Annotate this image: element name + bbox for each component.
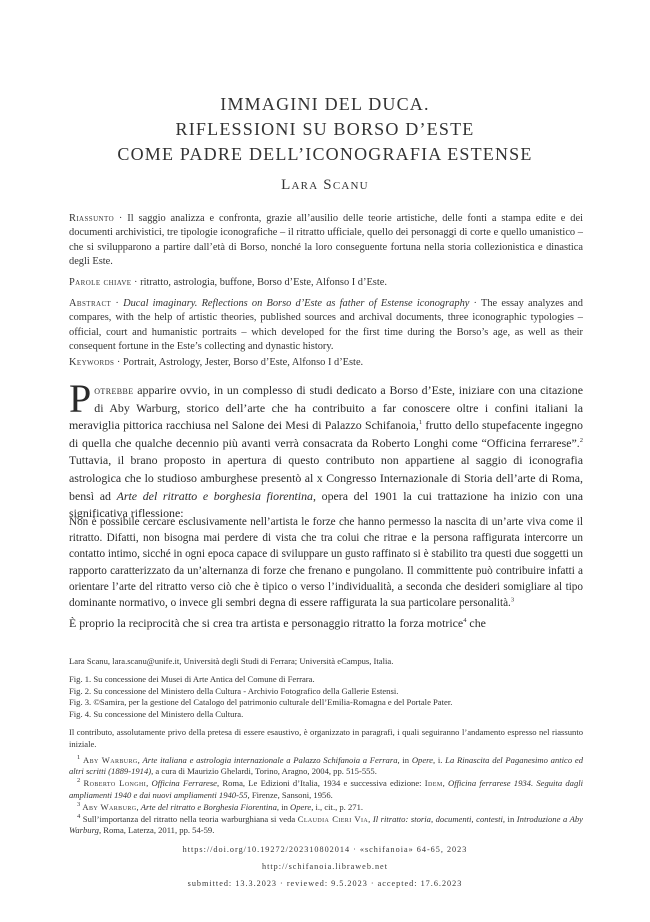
footnote-text: , i. bbox=[433, 754, 446, 765]
figure-credit-1: Fig. 1. Su concessione dei Musei di Arte Antica del Comune di Ferrara. bbox=[69, 673, 315, 684]
footnote-title: Arte italiana e astrologia internazionale a Palazzo Schifanoia a Ferrara bbox=[142, 754, 398, 765]
parole-chiave-block bbox=[69, 276, 583, 290]
figure-credit-2: Fig. 2. Su concessione del Ministero della Cultura - Archivio Fotografico della Gallerie Estensi. bbox=[69, 685, 399, 696]
footnote-title: Il ritratto: storia, documenti, contesti bbox=[372, 813, 503, 824]
footnote-ref-3: 3 bbox=[510, 596, 515, 604]
block-quote bbox=[69, 514, 583, 611]
riassunto-text: · Il saggio analizza e confronta, grazie all’ausilio delle teorie artistiche, delle fonti a stampa edite e dei documenti archivistici, tre tipologie iconografiche – il ritratto ufficiale, quello dei personaggi di corte e quello umanistico – che si svilupparono a partire dall’età di Borso, nonché la loro conseguente fortuna nella storia collezionistica e dinastica degli Este. bbox=[69, 213, 583, 268]
author-affiliation: Lara Scanu, lara.scanu@unife.it, Università degli Studi di Ferrara; Università eCampus, Italia. bbox=[69, 656, 394, 666]
footnote-2: $^2$ Roberto Longhi, Officina Ferrarese, Roma, Le Edizioni d’Italia, 1934 e successiva edizione: Idem, Officina ferrarese 1934. Seguita dagli ampliamenti 1940 e dai nuovi ampliamenti 1940-55, Firenze, Sansoni, 1956. bbox=[69, 777, 584, 800]
riassunto-label: Riassunto bbox=[69, 213, 115, 224]
footnote-text: , Roma, Laterza, 2011, pp. 54-59. bbox=[98, 825, 215, 836]
footnote-title: Introduzione a Aby Warburg bbox=[69, 813, 583, 836]
keywords-block bbox=[69, 356, 583, 370]
footnote-number: 4 bbox=[77, 812, 81, 820]
footnote-text: , in bbox=[502, 813, 517, 824]
abstract-label: Abstract bbox=[69, 298, 112, 309]
submission-dates: submitted: 13.3.2023 · reviewed: 9.5.2023 · accepted: 17.6.2023 bbox=[187, 879, 463, 888]
footnotes-area bbox=[69, 656, 583, 837]
figure-credit-4: Fig. 4. Su concessione del Ministero della Cultura. bbox=[69, 709, 244, 720]
keywords-label: Keywords bbox=[69, 357, 115, 368]
body-italic-title: Arte del ritratto e borghesia fiorentina bbox=[116, 488, 314, 503]
footnote-number: 2 bbox=[77, 777, 81, 785]
article-title bbox=[60, 92, 590, 167]
footnote-title: Opere bbox=[290, 801, 312, 812]
footnote-title: Arte del ritratto e Borghesia Fiorentina bbox=[140, 801, 277, 812]
lead-word: otrebbe bbox=[94, 383, 134, 397]
footnote-text: , i., cit., p. 271. bbox=[311, 801, 364, 812]
body-paragraph-1 bbox=[69, 376, 583, 523]
body-text: apparire ovvio, in un complesso di studi dedicato a Borso d’Este, iniziare con una citazione di Aby Warburg, storico dell’arte che ha contribuito a far conoscere oltre i confini italiani la meraviglia pittorica racchiusa nel Salone dei Mesi di Palazzo Schifanoia, bbox=[69, 383, 583, 433]
footnote-text: , Roma, Le Edizioni d’Italia, 1934 e successiva edizione: bbox=[217, 778, 425, 789]
footnote-3: $^3$ Aby Warburg, Arte del ritratto e Borghesia Fiorentina, in Opere, i., cit., p. 271. bbox=[77, 800, 364, 812]
footnote-author: Claudia Cieri Via bbox=[297, 813, 369, 824]
title-line-2: RIFLESSIONI SU BORSO D’ESTE bbox=[175, 119, 475, 139]
footnote-ref-1: 1 bbox=[418, 419, 423, 427]
abstract-text: · The essay analyzes and compares, with the help of artistic theories, published sources and archival documents, three iconographic typologies – official, court and humanistic portraits – which developed for the first time during the Borso’s age, as well as their consequent fortune in the Este’s collecting and dynastic history. bbox=[69, 298, 584, 353]
contribution-note: Il contributo, assolutamente privo della pretesa di essere esaustivo, è organizzato in paragrafi, i quali seguiranno l’andamento espresso nel riassunto iniziale. bbox=[69, 726, 583, 749]
footnote-author: Idem bbox=[424, 778, 443, 789]
body-text: Tuttavia, il brano proposto in apertura di questo contributo non appartiene al saggio di iconografia astrologica che lo studioso amburghese presentò al x Congresso Internazionale di Storia dell’arte di Roma, bensì ad bbox=[69, 453, 583, 503]
footnote-ref-2: 2 bbox=[579, 436, 583, 444]
abstract-title: Ducal imaginary. Reflections on Borso d’Este as father of Estense iconography bbox=[123, 298, 470, 309]
body-text: frutto dello stupefacente ingegno di quella che qualche decennio più avanti verrà consacrata da Roberto Longhi come “Officina ferrarese”. bbox=[69, 418, 583, 450]
figure-credit-3: Fig. 3. ©Samira, per la gestione del Catalogo del patrimonio culturale dell’Emilia-Romagna e del Portale Pater. bbox=[69, 697, 453, 708]
footnote-text: , Firenze, Sansoni, 1956. bbox=[247, 789, 333, 800]
footnote-1: $^1$ Aby Warburg, Arte italiana e astrologia internazionale a Palazzo Schifanoia a Ferrara, in Opere, i. La Rinascita del Paganesimo antico ed altri scritti (1889-1914), a cura di Maurizio Ghelardi, Torino, Aragno, 2004, pp. 515-555. bbox=[69, 753, 583, 777]
title-line-1: IMMAGINI DEL DUCA. bbox=[220, 94, 430, 114]
footnote-title: Officina ferrarese 1934. Seguita dagli ampliamenti 1940 e dai nuovi ampliamenti 1940-55 bbox=[69, 778, 584, 800]
body-text: È proprio la reciprocità che si crea tra artista e personaggio ritratto la forza motrice bbox=[69, 616, 464, 630]
title-line-3: COME PADRE DELL’ICONOGRAFIA ESTENSE bbox=[117, 144, 533, 164]
footnote-text: , a cura di Maurizio Ghelardi, Torino, Aragno, 2004, pp. 515-555. bbox=[151, 766, 377, 777]
body-text: che bbox=[466, 616, 486, 630]
footnote-text: , in bbox=[397, 754, 412, 765]
drop-cap: P bbox=[69, 376, 92, 421]
footnote-4: $^4$ Sull’importanza del ritratto nella teoria warburghiana si veda Claudia Cieri Via, Il ritratto: storia, documenti, contesti, in Introduzione a Aby Warburg, Roma, Laterza, 2011, pp. 54-59. bbox=[69, 812, 583, 836]
quote-text: Non è possibile cercare esclusivamente nell’artista le forze che hanno permesso la nascita di un’arte viva come il ritratto. Difatti, non bisogna mai perdere di vista che tra colui che ritrae e la persona raffigurata intercorre un contatto intimo, sicché in ogni epoca capace di sviluppare un gusto raffinato si è stabilito tra questi due soggetti un rapporto caratterizzato da un’alternanza di forze che frenano e pungolano. Il committente può contribuire infatti a orientare l’arte del ritratto verso ciò che è tipico o verso l’individualità, a seconda che desideri somigliare al tipo dominante normativo, o invece gli sembri degna di essere raffigurata la sua particolare personalità. bbox=[69, 516, 583, 610]
doi-line: https://doi.org/10.19272/202310802014 · «schifanoia» 64-65, 2023 bbox=[182, 845, 468, 854]
footnote-number: 1 bbox=[77, 753, 81, 761]
footnote-author: Aby Warburg bbox=[83, 754, 138, 765]
body-text: , opera del 1901 la cui trattazione ha inizio con una significativa riflessione: bbox=[69, 488, 583, 521]
footnote-author: Aby Warburg bbox=[82, 801, 137, 812]
parole-chiave-text: · ritratto, astrologia, buffone, Borso d’Este, Alfonso I d’Este. bbox=[131, 277, 387, 288]
footnote-title: La Rinascita del Paganesimo antico ed altri scritti (1889-1914) bbox=[69, 754, 583, 777]
footnote-number: 3 bbox=[77, 800, 81, 808]
footnote-text: Sull’importanza del ritratto nella teoria warburghiana si veda bbox=[82, 813, 298, 824]
footnote-text: , in bbox=[276, 801, 291, 812]
footnote-title: Opere bbox=[411, 754, 433, 765]
keywords-text: · Portrait, Astrology, Jester, Borso d’Este, Alfonso I d’Este. bbox=[114, 357, 364, 368]
journal-url: http://schifanoia.libraweb.net bbox=[262, 862, 388, 871]
footnote-ref-4: 4 bbox=[463, 617, 467, 625]
abstract-block: Abstract · Ducal imaginary. Reflections on Borso d’Este as father of Estense iconography · The essay analyzes and compares, with the help of artistic theories, published sources and archival documents, three iconographic typologies – official, court and humanistic portraits – which developed for the first time during the Borso’s age, as well as their consequent fortune in the Este’s collecting and dynastic history. bbox=[69, 298, 584, 353]
parole-chiave-label: Parole chiave bbox=[69, 277, 132, 288]
body-paragraph-2 bbox=[69, 615, 583, 633]
footnote-author: Roberto Longhi bbox=[83, 778, 147, 789]
author-name: Lara Scanu bbox=[281, 177, 369, 193]
riassunto-block bbox=[69, 212, 583, 270]
footnote-title: Officina Ferrarese bbox=[151, 778, 217, 789]
